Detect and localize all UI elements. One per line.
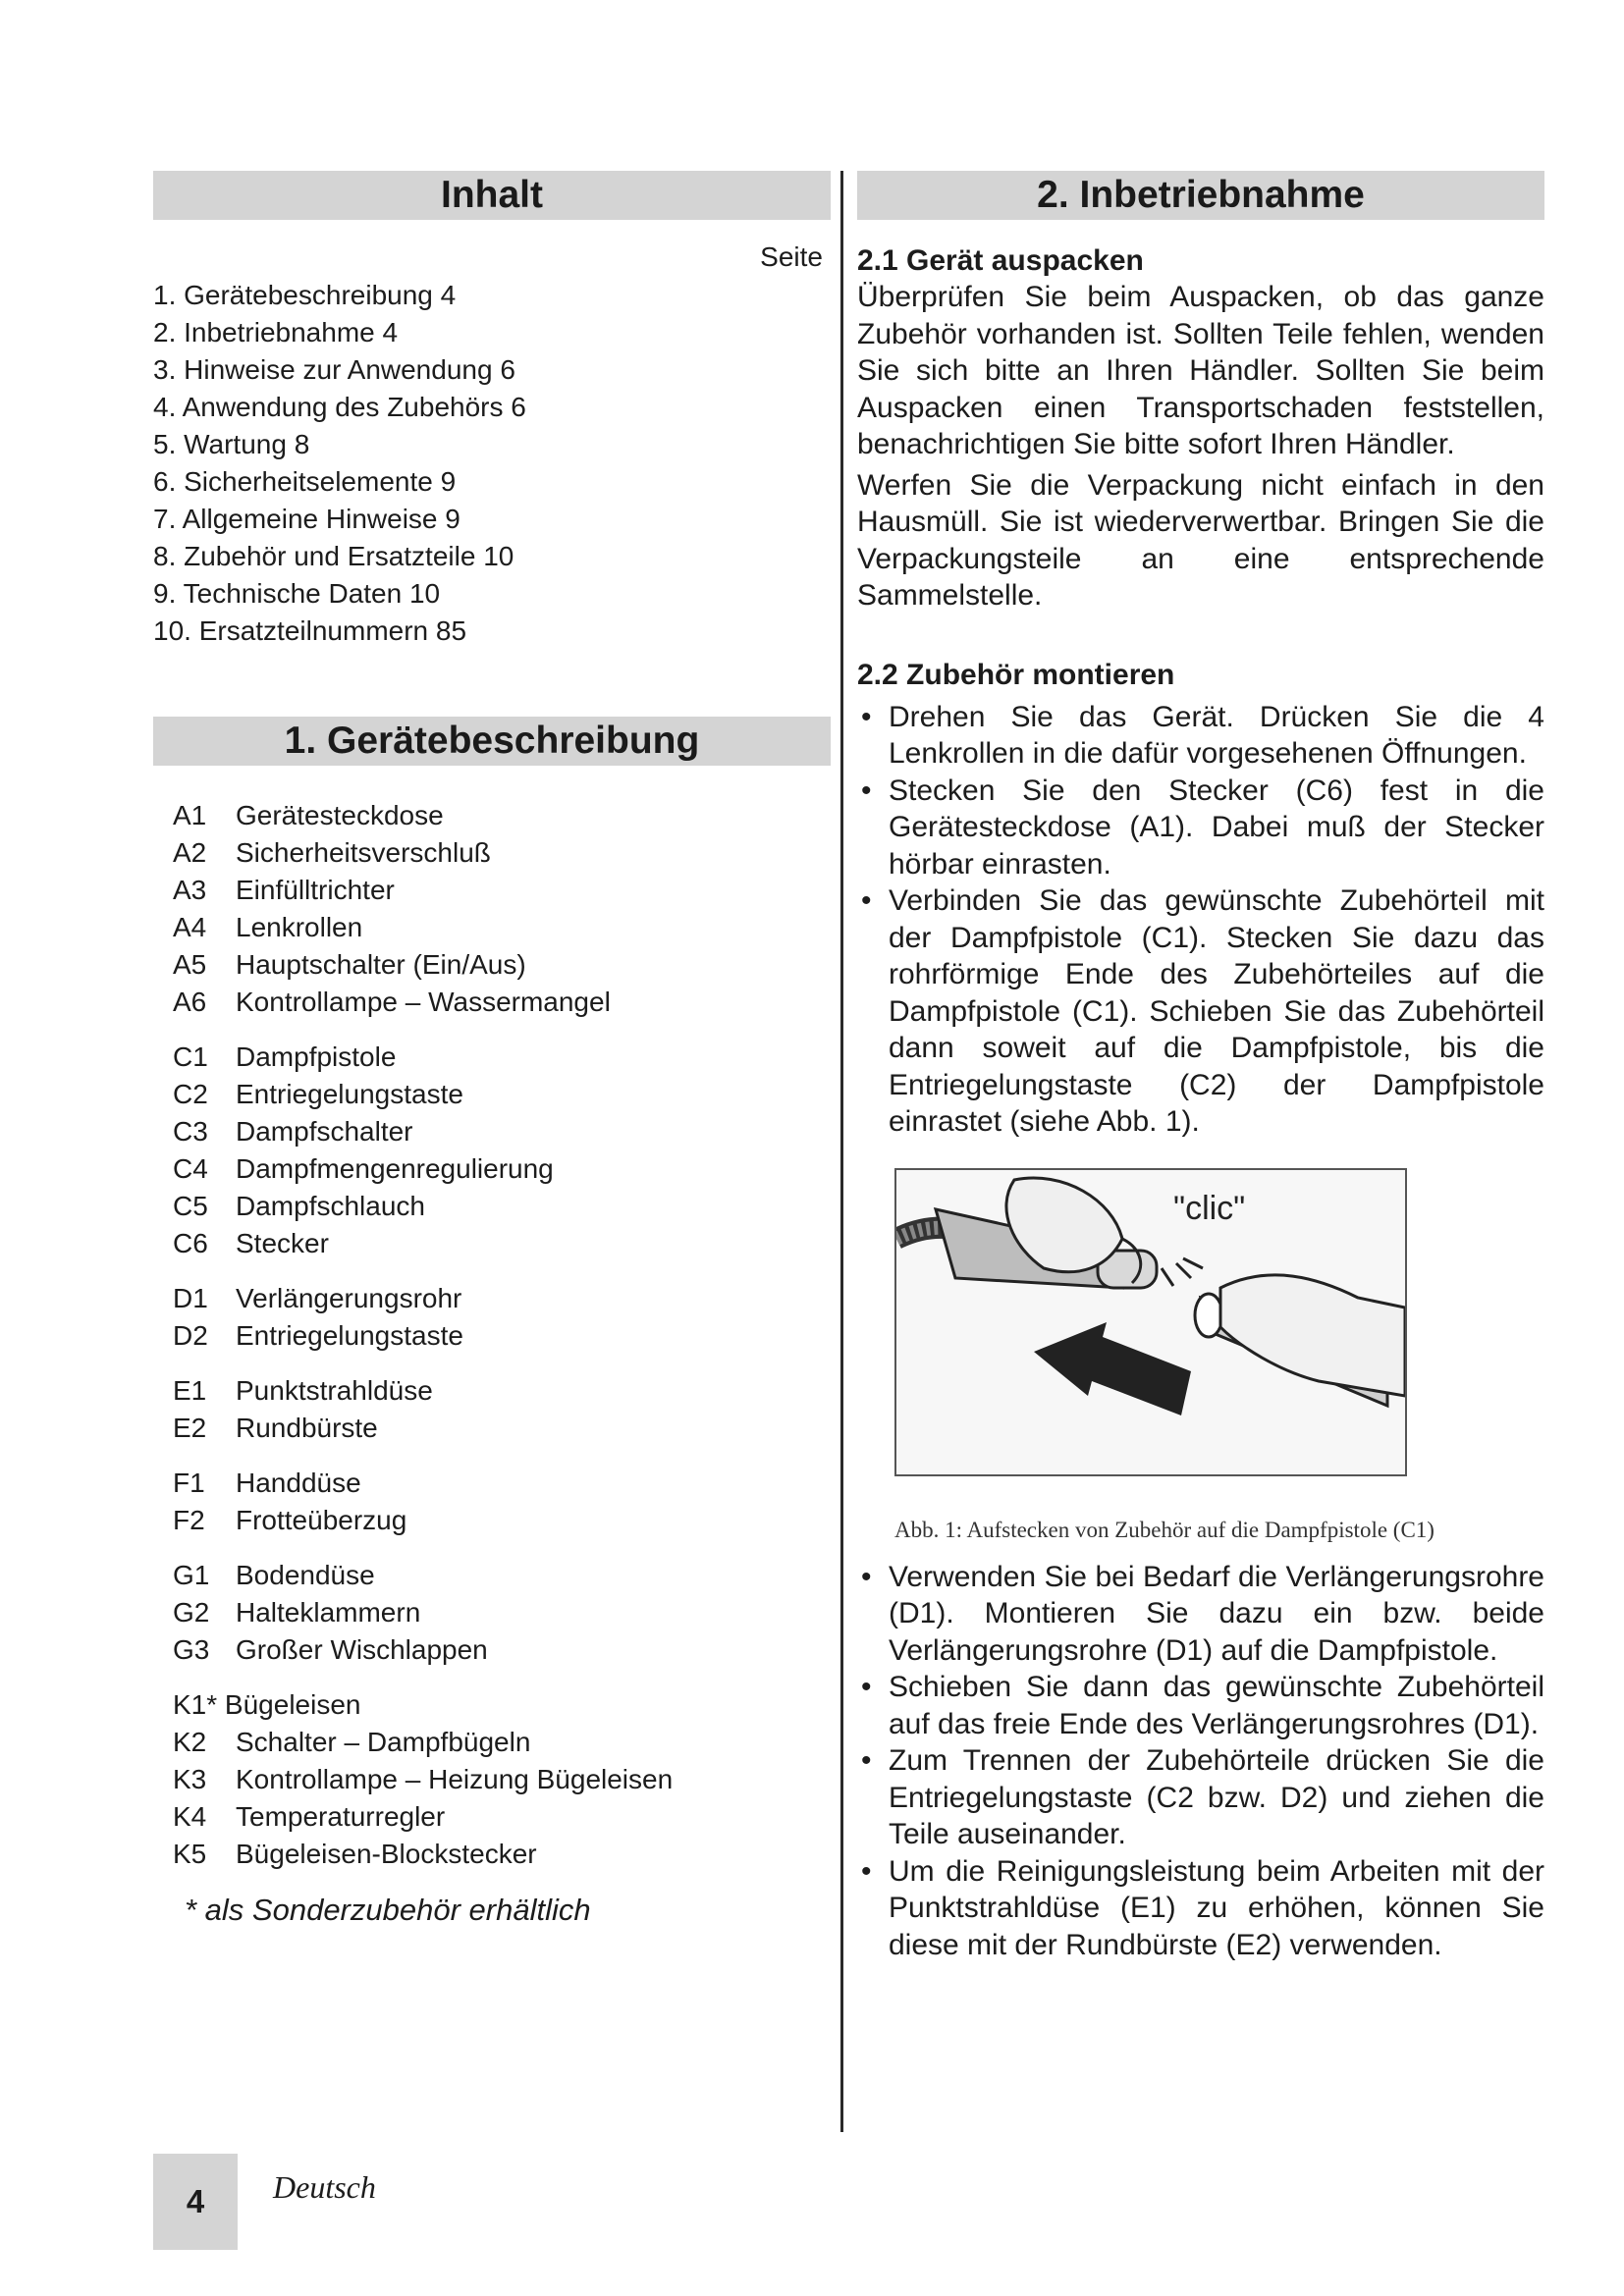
toc-item: 2. Inbetriebnahme 4: [153, 317, 399, 347]
legend-label: Dampfpistole: [236, 1041, 397, 1072]
legend-group-c: [153, 1039, 831, 1262]
legend-code: A5: [173, 949, 207, 980]
legend-label: Dampfmengenregulierung: [236, 1153, 554, 1184]
mount-bullet-list-2: [857, 1559, 1544, 1964]
legend-code: C3: [173, 1116, 208, 1147]
toc-heading: Inhalt: [153, 171, 831, 220]
legend-row: [153, 1836, 831, 1873]
legend-row: [153, 1372, 831, 1410]
toc-item: 8. Zubehör und Ersatzteile 10: [153, 541, 514, 571]
page-number-box: [153, 2154, 238, 2250]
left-column: [153, 171, 831, 1928]
page-number: 4: [186, 2183, 205, 2219]
legend-group-d: [153, 1280, 831, 1355]
legend-label: Entriegelungstaste: [236, 1320, 463, 1351]
mount-bullet-list-1: [857, 699, 1544, 1141]
list-item: • Zum Trennen der Zubehörteile drücken Sie die Entriegelungstaste (C2 bzw. D2) und ziehen die Teile auseinander.: [857, 1742, 1544, 1853]
legend-row: [153, 1798, 831, 1836]
legend-code: D2: [173, 1320, 208, 1351]
parts-legend: [153, 797, 831, 1928]
legend-row: [153, 1225, 831, 1262]
legend-row: [153, 1410, 831, 1447]
legend-label: Dampfschalter: [236, 1116, 413, 1147]
legend-label: Bodendüse: [236, 1560, 375, 1590]
legend-label: Schalter – Dampfbügeln: [236, 1727, 531, 1757]
legend-row: [153, 1594, 831, 1631]
list-item: • Stecken Sie den Stecker (C6) fest in die Gerätesteckdose (A1). Dabei muß der Stecker hörbar einrasten.: [857, 773, 1544, 883]
column-divider: [840, 171, 843, 2132]
legend-label: Entriegelungstaste: [236, 1079, 463, 1109]
list-item: • Verbinden Sie das gewünschte Zubehörteil mit der Dampfpistole (C1). Stecken Sie dazu das rohrförmige Ende des Zubehörteiles auf die Dampfpistole (C1). Schieben Sie das Zubehörteil dann soweit auf die Dampfpistole, bis die Entriegelungstaste (C2) der Dampfpistole einrastet (siehe Abb. 1).: [857, 882, 1544, 1141]
legend-code: C1: [173, 1041, 208, 1072]
legend-code: E2: [173, 1413, 207, 1443]
legend-label: Gerätesteckdose: [236, 800, 444, 830]
legend-row: [153, 1631, 831, 1669]
legend-code: G3: [173, 1634, 210, 1665]
mount-subheading: 2.2 Zubehör montieren: [857, 658, 1175, 691]
legend-row: [153, 1113, 831, 1150]
legend-row: [153, 1039, 831, 1076]
legend-code: C5: [173, 1191, 208, 1221]
toc-item: 5. Wartung 8: [153, 429, 310, 459]
legend-label: Sicherheitsverschluß: [236, 837, 491, 868]
legend-row: [153, 984, 831, 1021]
list-item: • Um die Reinigungsleistung beim Arbeiten mit der Punktstrahldüse (E1) zu erhöhen, können Sie diese mit der Rundbürste (E2) verwenden.: [857, 1853, 1544, 1964]
legend-code: C4: [173, 1153, 208, 1184]
legend-code: D1: [173, 1283, 208, 1313]
unpack-paragraph-2: Werfen Sie die Verpackung nicht einfach in den Hausmüll. Sie ist wiederverwertbar. Bringen Sie die Verpackungsteile an eine entsprechende Sammelstelle.: [857, 468, 1544, 612]
legend-code: K5: [173, 1839, 207, 1869]
legend-label: Temperaturregler: [236, 1801, 446, 1832]
legend-row: [153, 797, 831, 834]
toc-item: 1. Gerätebeschreibung 4: [153, 280, 457, 310]
legend-row: [153, 946, 831, 984]
legend-row: [153, 1557, 831, 1594]
legend-code: G2: [173, 1597, 210, 1628]
legend-label: Rundbürste: [236, 1413, 378, 1443]
legend-code: G1: [173, 1560, 210, 1590]
legend-code: F1: [173, 1468, 205, 1498]
legend-code: A1: [173, 800, 207, 830]
legend-label: Punktstrahldüse: [236, 1375, 433, 1406]
toc-item: 6. Sicherheitselemente 9: [153, 466, 457, 497]
legend-code: K2: [173, 1727, 207, 1757]
accessory-footnote: * als Sonderzubehör erhältlich: [185, 1893, 591, 1927]
toc-item: 4. Anwendung des Zubehörs 6: [153, 392, 526, 422]
legend-label: Stecker: [236, 1228, 329, 1258]
legend-label: Einfülltrichter: [236, 875, 395, 905]
legend-single-k1: K1* Bügeleisen: [173, 1689, 361, 1720]
toc-page-column-label: Seite: [760, 241, 823, 272]
legend-row: [153, 1502, 831, 1539]
legend-code: E1: [173, 1375, 207, 1406]
legend-group-g: [153, 1557, 831, 1669]
legend-code: A3: [173, 875, 207, 905]
legend-code: C6: [173, 1228, 208, 1258]
unpack-paragraph-1: Überprüfen Sie beim Auspacken, ob das ganze Zubehör vorhanden ist. Sollten Teile fehlen, wenden Sie sich bitte an Ihren Händler. Sollten Sie beim Auspacken einen Transportschaden feststellen, benachrichtigen Sie bitte sofort Ihren Händler.: [857, 281, 1544, 460]
right-column: [857, 171, 1544, 1963]
legend-code: K4: [173, 1801, 207, 1832]
unpack-subheading: 2.1 Gerät auspacken: [857, 244, 1144, 277]
legend-label: Halteklammern: [236, 1597, 421, 1628]
legend-row: [153, 834, 831, 872]
legend-row: [153, 1150, 831, 1188]
legend-label: Dampfschlauch: [236, 1191, 425, 1221]
toc-item: 3. Hinweise zur Anwendung 6: [153, 354, 515, 385]
legend-group-a: [153, 797, 831, 1021]
legend-label: Kontrollampe – Wassermangel: [236, 987, 611, 1017]
legend-label: Frotteüberzug: [236, 1505, 407, 1535]
legend-row: [153, 1076, 831, 1113]
toc-item: 10. Ersatzteilnummern 85: [153, 615, 467, 646]
legend-code: A6: [173, 987, 207, 1017]
figure-illustration: [896, 1170, 1405, 1474]
legend-row: [153, 1761, 831, 1798]
legend-code: C2: [173, 1079, 208, 1109]
device-description-heading: 1. Gerätebeschreibung: [153, 717, 831, 766]
legend-row: [153, 1724, 831, 1761]
legend-label: Großer Wischlappen: [236, 1634, 488, 1665]
legend-group-f: [153, 1465, 831, 1539]
legend-row: [153, 1188, 831, 1225]
legend-row: [153, 1317, 831, 1355]
list-item: • Drehen Sie das Gerät. Drücken Sie die 4 Lenkrollen in die dafür vorgesehenen Öffnungen.: [857, 699, 1544, 773]
legend-code: K3: [173, 1764, 207, 1794]
language-label: Deutsch: [273, 2169, 376, 2205]
legend-row: [153, 872, 831, 909]
legend-label: Handdüse: [236, 1468, 361, 1498]
figure-clic-label: "clic": [1173, 1189, 1246, 1227]
legend-code: A2: [173, 837, 207, 868]
legend-row: [153, 1280, 831, 1317]
legend-row: [153, 909, 831, 946]
legend-group-k: [153, 1686, 831, 1873]
toc-list: [153, 277, 831, 650]
list-item: • Schieben Sie dann das gewünschte Zubehörteil auf das freie Ende des Verlängerungsrohres (D1).: [857, 1669, 1544, 1742]
setup-heading: 2. Inbetriebnahme: [857, 171, 1544, 220]
figure-caption: Abb. 1: Aufstecken von Zubehör auf die Dampfpistole (C1): [894, 1517, 1435, 1542]
toc-item: 9. Technische Daten 10: [153, 578, 441, 609]
legend-label: Verlängerungsrohr: [236, 1283, 462, 1313]
figure-attach-accessory: [894, 1168, 1407, 1476]
legend-label: Bügeleisen-Blockstecker: [236, 1839, 537, 1869]
legend-code: A4: [173, 912, 207, 942]
legend-label: Kontrollampe – Heizung Bügeleisen: [236, 1764, 674, 1794]
list-item: • Verwenden Sie bei Bedarf die Verlängerungsrohre (D1). Montieren Sie dazu ein bzw. beide Verlängerungsrohre (D1) auf die Dampfpistole.: [857, 1559, 1544, 1670]
legend-code: F2: [173, 1505, 205, 1535]
legend-label: Hauptschalter (Ein/Aus): [236, 949, 526, 980]
toc-item: 7. Allgemeine Hinweise 9: [153, 504, 460, 534]
legend-row: [153, 1465, 831, 1502]
legend-group-e: [153, 1372, 831, 1447]
legend-label: Lenkrollen: [236, 912, 363, 942]
